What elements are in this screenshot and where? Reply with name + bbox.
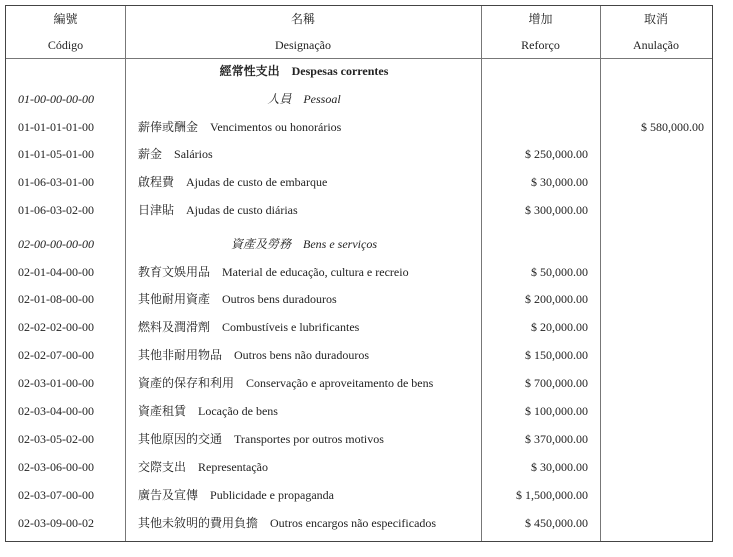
row-code: 02-03-01-00-00: [18, 376, 94, 390]
table-row: [6, 117, 712, 137]
header-code-pt: Código: [47, 38, 84, 52]
table-row: [6, 429, 712, 449]
group-title: 人員 Pessoal: [267, 92, 341, 106]
table-row: [6, 485, 712, 505]
row-code: 02-03-09-00-02: [18, 516, 94, 530]
row-designation: 其他耐用資產 Outros bens duradouros: [138, 292, 337, 306]
row-designation: 其他非耐用物品 Outros bens não duradouros: [138, 348, 369, 362]
row-reinforcement: $ 300,000.00: [525, 203, 588, 217]
header-reinforcement: [481, 6, 600, 58]
row-reinforcement: $ 100,000.00: [525, 404, 588, 418]
row-reinforcement: $ 450,000.00: [525, 516, 588, 530]
table-row: [6, 317, 712, 337]
row-code: 01-06-03-02-00: [18, 203, 94, 217]
header-annulment: [600, 6, 712, 58]
row-designation: 其他未敘明的費用負擔 Outros encargos não especificados: [138, 516, 437, 530]
row-designation: 薪俸或酬金 Vencimentos ou honorários: [138, 120, 342, 134]
row-designation: 廣告及宣傳 Publicidade e propaganda: [138, 488, 334, 502]
row-code: 02-02-07-00-00: [18, 348, 94, 362]
row-designation: 其他原因的交通 Transportes por outros motivos: [138, 432, 384, 446]
header-designation-pt: Designação: [275, 38, 331, 52]
table-row: [6, 172, 712, 192]
section-title: 經常性支出 Despesas correntes: [219, 64, 389, 78]
row-reinforcement: $ 200,000.00: [525, 292, 588, 306]
row-code: 02-01-08-00-00: [18, 292, 94, 306]
table-row: [6, 262, 712, 282]
row-code: 01-01-05-01-00: [18, 147, 94, 161]
header-annulment-zh: 取消: [643, 12, 668, 26]
table-row: [6, 401, 712, 421]
row-designation: 交際支出 Representação: [138, 460, 268, 474]
row-reinforcement: $ 700,000.00: [525, 376, 588, 390]
row-reinforcement: $ 50,000.00: [531, 265, 588, 279]
table-row: [6, 144, 712, 164]
row-code: 02-03-07-00-00: [18, 488, 94, 502]
header-annulment-pt: Anulação: [633, 38, 679, 52]
row-code: 02-03-05-02-00: [18, 432, 94, 446]
row-reinforcement: $ 20,000.00: [531, 320, 588, 334]
row-designation: 日津貼 Ajudas de custo diárias: [138, 203, 298, 217]
row-code: 02-03-04-00-00: [18, 404, 94, 418]
header-reinforcement-pt: Reforço: [521, 38, 560, 52]
group-code: 02-00-00-00-00: [18, 237, 94, 251]
table-row: [6, 373, 712, 393]
row-annulment: $ 580,000.00: [641, 120, 704, 134]
row-code: 02-01-04-00-00: [18, 265, 94, 279]
row-reinforcement: $ 150,000.00: [525, 348, 588, 362]
row-code: 02-02-02-00-00: [18, 320, 94, 334]
row-designation: 資產的保存和利用 Conservação e aproveitamento de bens: [138, 376, 434, 390]
table-row: [6, 345, 712, 365]
header-designation: [125, 6, 481, 58]
row-reinforcement: $ 250,000.00: [525, 147, 588, 161]
table-row: [6, 457, 712, 477]
group-title: 資產及勞務 Bens e serviços: [231, 237, 377, 251]
group-code: 01-00-00-00-00: [18, 92, 94, 106]
header-code-zh: 編號: [53, 12, 78, 26]
header-divider: [6, 58, 712, 59]
row-reinforcement: $ 30,000.00: [531, 175, 588, 189]
table-row: [6, 289, 712, 309]
row-designation: 教育文娛用品 Material de educação, cultura e recreio: [138, 265, 409, 279]
header-reinforcement-zh: 增加: [528, 12, 553, 26]
header-designation-zh: 名稱: [290, 12, 315, 26]
row-designation: 燃料及潤滑劑 Combustíveis e lubrificantes: [138, 320, 360, 334]
table-row: [6, 513, 712, 533]
row-reinforcement: $ 370,000.00: [525, 432, 588, 446]
group-row: [6, 89, 712, 109]
row-reinforcement: $ 1,500,000.00: [516, 488, 588, 502]
row-code: 01-06-03-01-00: [18, 175, 94, 189]
row-designation: 薪金 Salários: [138, 147, 213, 161]
budget-table: [5, 5, 713, 542]
section-row: [6, 61, 712, 81]
table-row: [6, 200, 712, 220]
row-code: 01-01-01-01-00: [18, 120, 94, 134]
row-code: 02-03-06-00-00: [18, 460, 94, 474]
row-designation: 資產租賃 Locação de bens: [138, 404, 278, 418]
group-row: [6, 234, 712, 254]
row-designation: 啟程費 Ajudas de custo de embarque: [138, 175, 328, 189]
row-reinforcement: $ 30,000.00: [531, 460, 588, 474]
header-code: [6, 6, 125, 58]
